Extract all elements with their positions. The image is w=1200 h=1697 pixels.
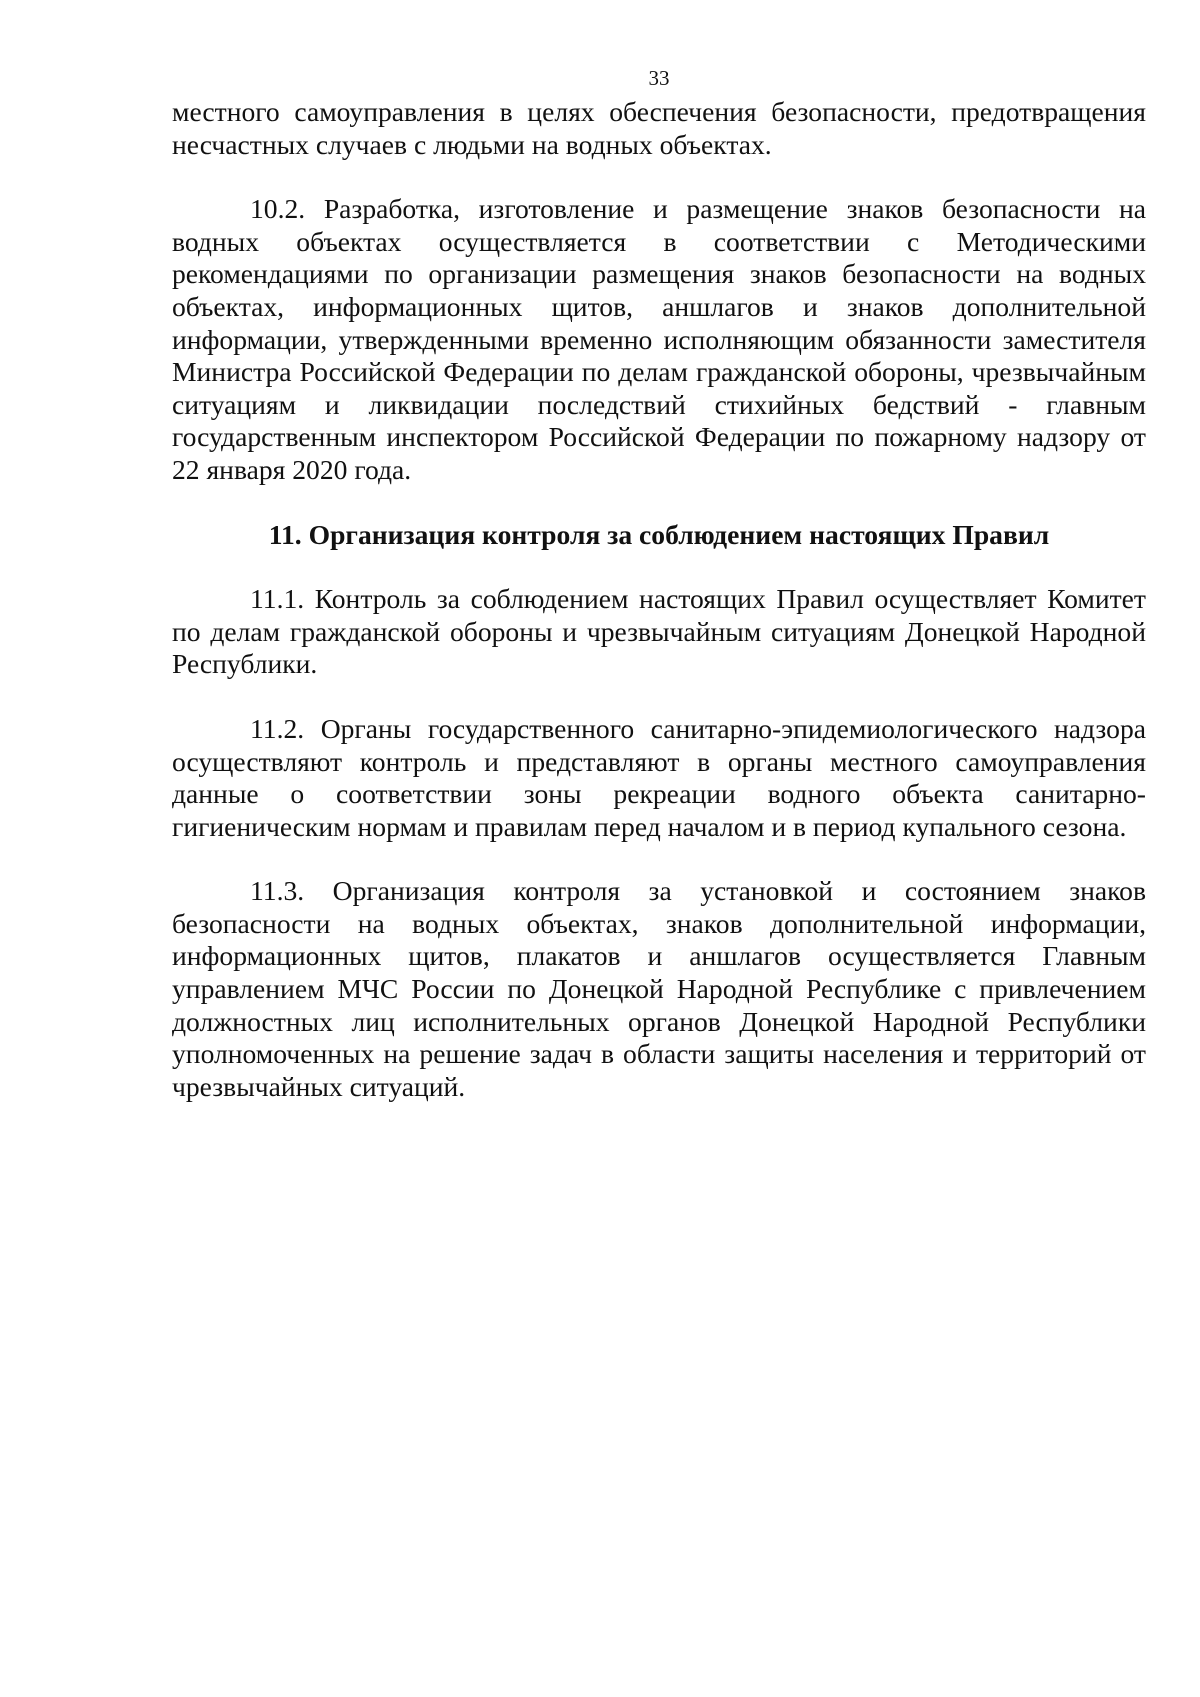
paragraph-continuation: местного самоуправления в целях обеспечения безопасности, предотвращения несчастных случаев с людьми на водных объектах.	[172, 96, 1146, 160]
paragraph-10-2: 10.2. Разработка, изготовление и размещение знаков безопасности на водных объектах осуществляется в соответствии с Методическими рекомендациями по организации размещения знаков безопасности на водных объектах, информационных щитов, аншлагов и знаков дополнительной информации, утвержденными временно исполняющим обязанности заместителя Министра Российской Федерации по делам гражданской обороны, чрезвычайным ситуациям и ликвидации последствий стихийных бедствий - главным государственным инспектором Российской Федерации по пожарному надзору от 22 января 2020 года.	[172, 193, 1146, 485]
paragraph-11-1: 11.1. Контроль за соблюдением настоящих Правил осуществляет Комитет по делам гражданской обороны и чрезвычайным ситуациям Донецкой Народной Республики.	[172, 583, 1146, 680]
document-page	[172, 62, 1146, 1103]
section-heading-11: 11. Организация контроля за соблюдением настоящих Правил	[268, 518, 1050, 550]
paragraph-11-2: 11.2. Органы государственного санитарно-эпидемиологического надзора осуществляют контроль и представляют в органы местного самоуправления данные о соответствии зоны рекреации водного объекта санитарно-гигиеническим нормам и правилам перед началом и в период купального сезона.	[172, 712, 1146, 842]
page-number: 33	[648, 66, 670, 90]
paragraph-11-3: 11.3. Организация контроля за установкой и состоянием знаков безопасности на водных объектах, знаков дополнительной информации, информационных щитов, плакатов и аншлагов осуществляется Главным управлением МЧС России по Донецкой Народной Республике с привлечением должностных лиц исполнительных органов Донецкой Народной Республики уполномоченных на решение задач в области защиты населения и территорий от чрезвычайных ситуаций.	[172, 875, 1146, 1102]
